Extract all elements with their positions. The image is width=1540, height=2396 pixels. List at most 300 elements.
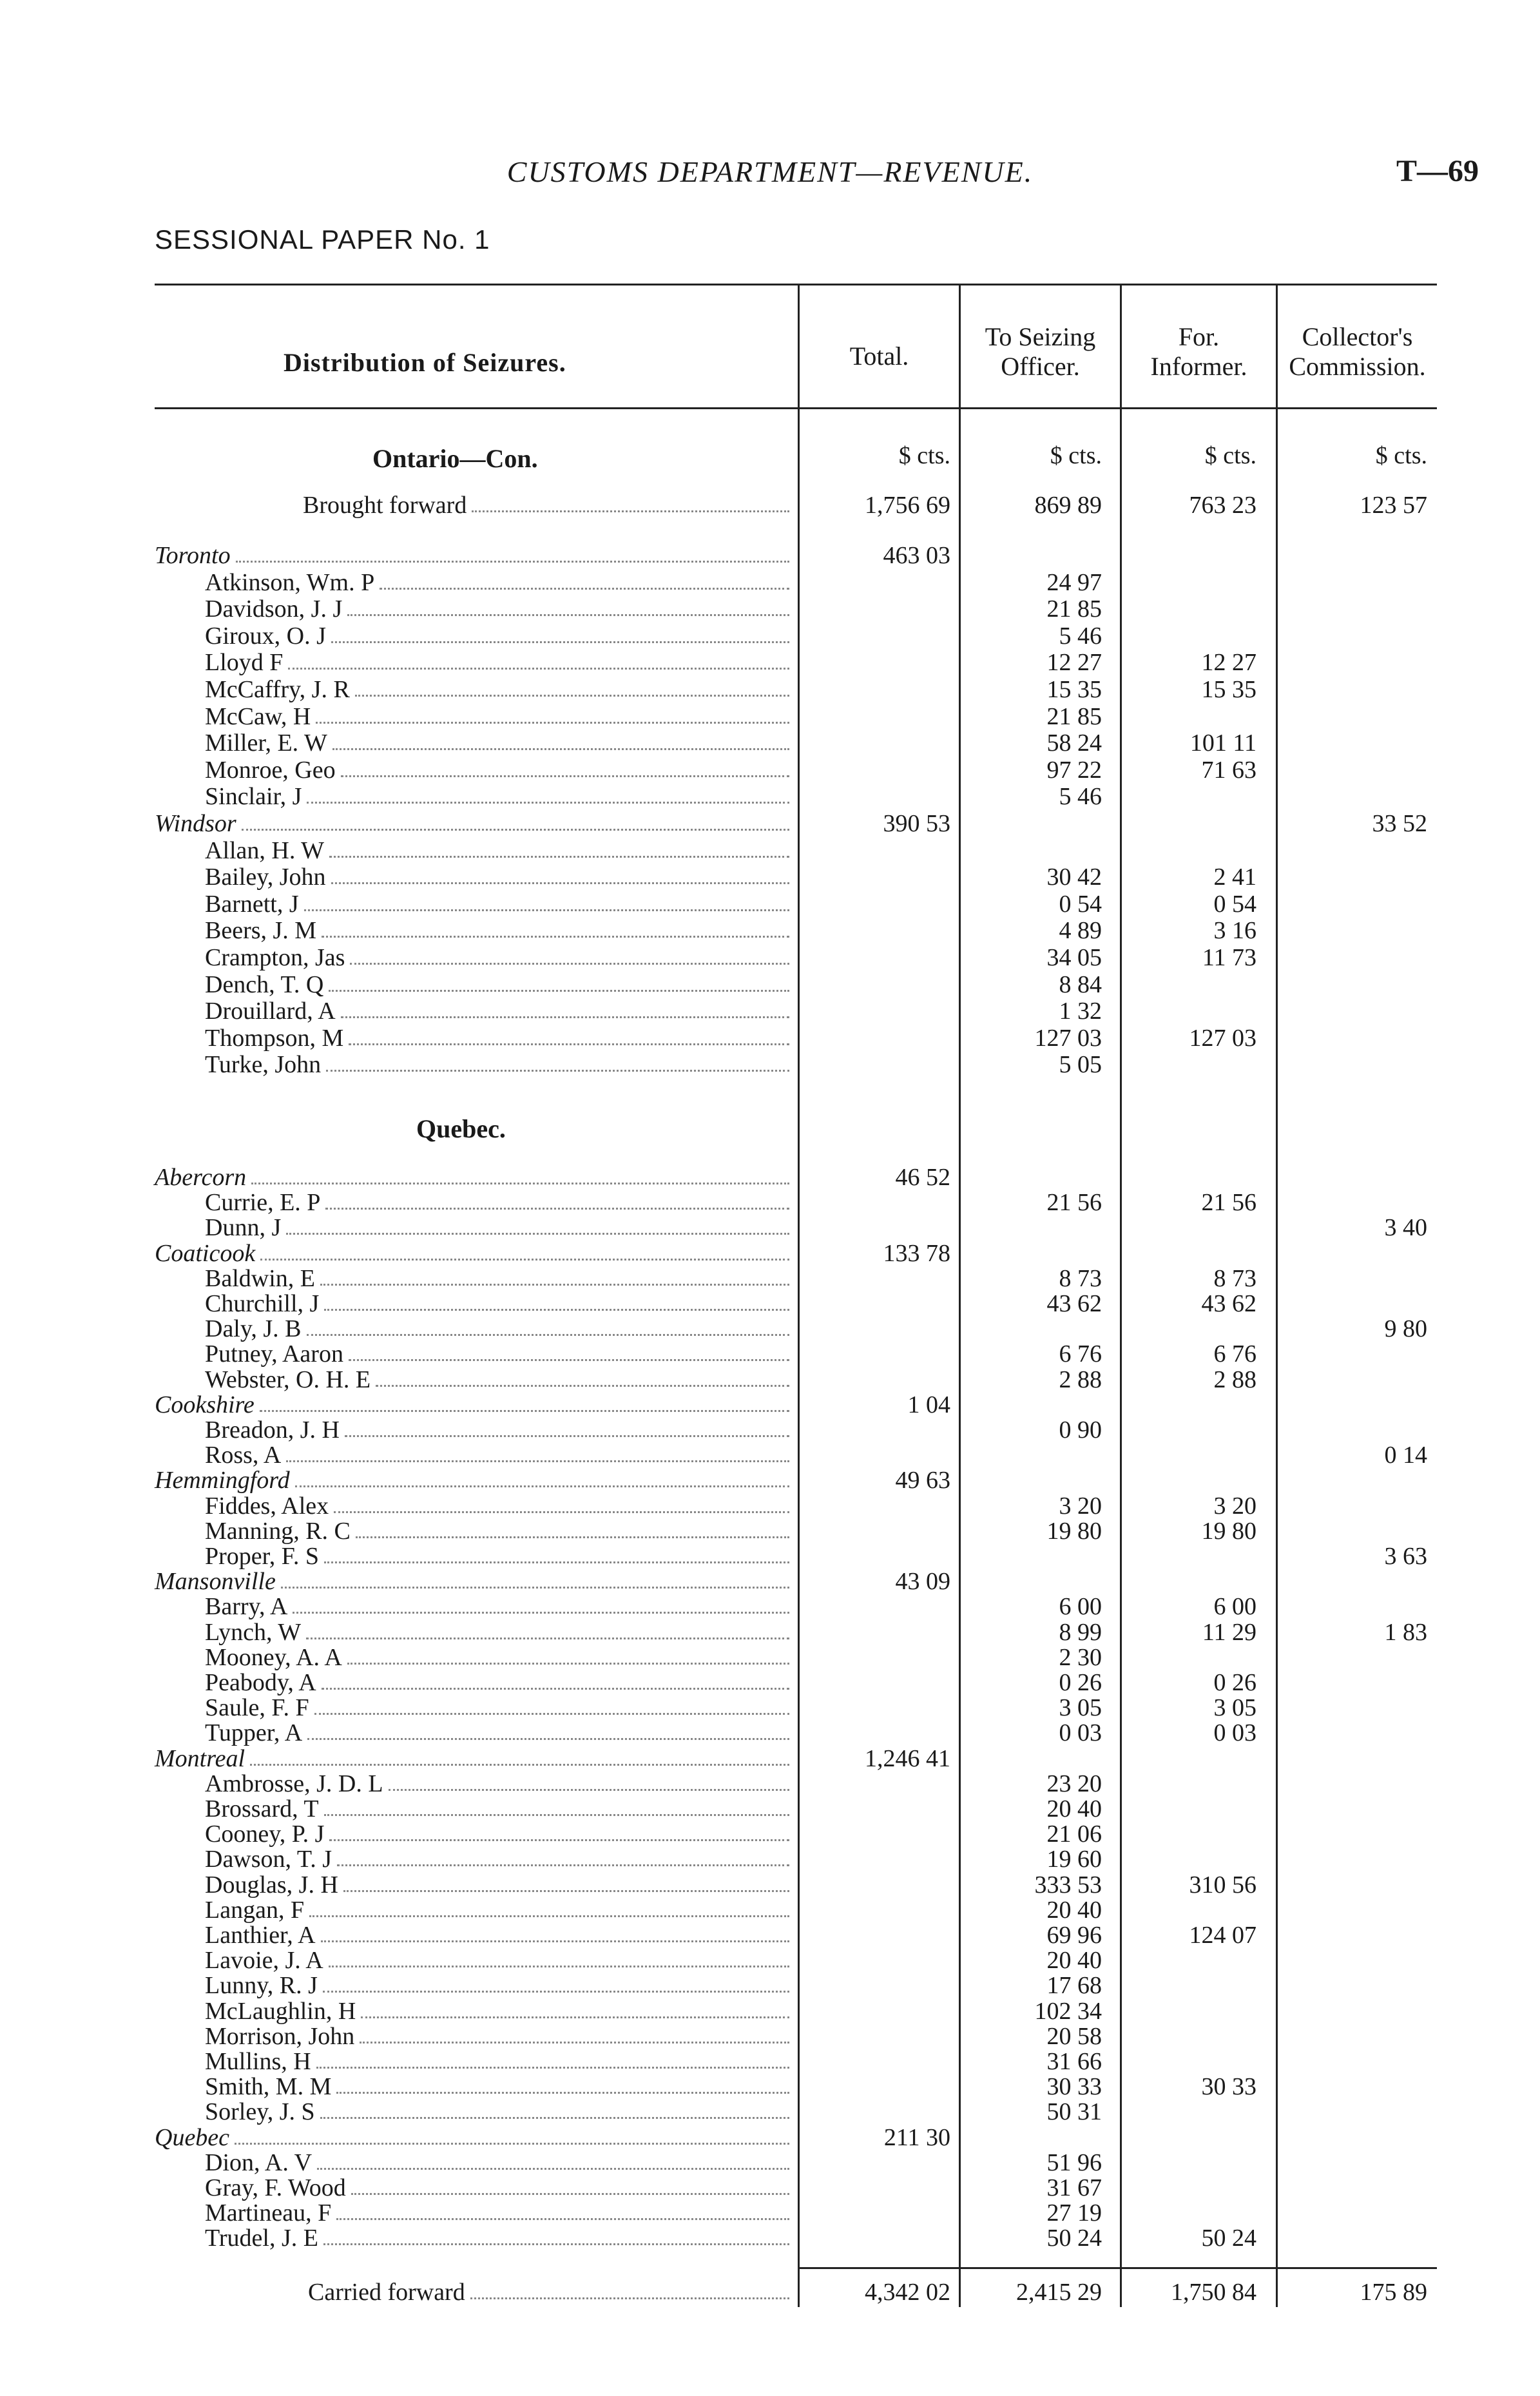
- seizing-person-name: Baldwin, E: [205, 1264, 315, 1292]
- brought-forward-total: 1,756 69: [865, 492, 950, 519]
- page-number: T—69: [1396, 154, 1479, 188]
- row-total: 43 09: [895, 1568, 950, 1596]
- row-informer: 101 11: [1189, 729, 1256, 757]
- leader-dots: [242, 829, 789, 831]
- leader-dots: [293, 1612, 789, 1614]
- table-row: [0, 677, 1540, 702]
- row-seizing-officer: 19 60: [1046, 1846, 1102, 1873]
- collector-header-line-1: Collector's: [1302, 322, 1413, 351]
- row-seizing-officer: 1 32: [1059, 998, 1102, 1025]
- leader-dots: [380, 588, 789, 590]
- row-seizing-officer: 21 06: [1046, 1821, 1102, 1848]
- leader-dots: [304, 909, 789, 911]
- unit-informer: $ cts.: [1204, 442, 1256, 469]
- seizing-person-name: Peabody, A: [205, 1669, 316, 1696]
- seizing-person-name: Crampton, Jas: [205, 944, 345, 971]
- seizing-person-name: Dawson, T. J: [205, 1846, 332, 1873]
- leader-dots: [295, 1485, 789, 1487]
- leader-dots: [236, 561, 789, 563]
- carried-forward-label: Carried forward: [308, 2279, 465, 2306]
- port-name: Quebec: [155, 2123, 230, 2151]
- leader-dots: [337, 1864, 789, 1866]
- row-seizing-officer: 58 24: [1046, 729, 1102, 757]
- row-seizing-officer: 17 68: [1046, 1972, 1102, 2000]
- row-seizing-officer: 20 58: [1046, 2022, 1102, 2050]
- seizing-person-name: Tupper, A: [205, 1719, 303, 1747]
- collector-header-line-2: Commission.: [1289, 352, 1426, 381]
- table-row: [0, 1797, 1540, 1822]
- row-seizing-officer: 50 24: [1046, 2225, 1102, 2252]
- row-seizing-officer: 97 22: [1046, 756, 1102, 784]
- leader-dots: [316, 2067, 789, 2069]
- table-row: [0, 1898, 1540, 1923]
- table-row: [0, 2226, 1540, 2251]
- table-row: [0, 2100, 1540, 2125]
- row-seizing-officer: 34 05: [1046, 944, 1102, 971]
- row-seizing-officer: 23 20: [1046, 1770, 1102, 1797]
- leader-dots: [307, 802, 789, 804]
- seizing-header-line-2: Officer.: [1001, 352, 1080, 381]
- table-row: [0, 1026, 1540, 1051]
- row-seizing-officer: 21 85: [1046, 595, 1102, 623]
- row-informer: 6 00: [1213, 1593, 1256, 1621]
- leader-dots: [281, 1587, 789, 1589]
- table-row: [0, 650, 1540, 675]
- table-row: [0, 1645, 1540, 1670]
- row-informer: 2 41: [1213, 864, 1256, 891]
- row-informer: 12 27: [1201, 649, 1256, 677]
- table-row: [0, 945, 1540, 971]
- leader-dots: [329, 1839, 789, 1841]
- seizing-person-name: Currie, E. P: [205, 1189, 321, 1217]
- port-name: Abercorn: [155, 1164, 247, 1191]
- row-seizing-officer: 20 40: [1046, 1795, 1102, 1822]
- table-row: [0, 1241, 1540, 1266]
- row-informer: 30 33: [1201, 2073, 1256, 2101]
- distribution-header: Distribution of Seizures.: [284, 348, 566, 377]
- table-row: [0, 2024, 1540, 2049]
- informer-header-line-2: Informer.: [1150, 352, 1247, 381]
- informer-header-line-1: For.: [1178, 322, 1220, 351]
- leader-dots: [235, 2143, 789, 2145]
- table-row: [0, 1165, 1540, 1190]
- table-row: [0, 570, 1540, 595]
- seizing-person-name: Webster, O. H. E: [205, 1366, 371, 1393]
- seizing-person-name: Lanthier, A: [205, 1922, 316, 1949]
- leader-dots: [356, 1536, 789, 1538]
- leader-dots: [336, 2218, 789, 2220]
- row-seizing-officer: 6 00: [1059, 1593, 1102, 1621]
- carried-forward-collector: 175 89: [1360, 2279, 1427, 2306]
- table-row: [0, 1923, 1540, 1948]
- row-seizing-officer: 0 26: [1059, 1669, 1102, 1696]
- seizing-person-name: Bailey, John: [205, 864, 326, 891]
- table-row: [0, 838, 1540, 864]
- leader-dots: [470, 2297, 789, 2299]
- total-header: Total.: [849, 342, 909, 371]
- leader-dots: [314, 1713, 789, 1715]
- leader-dots: [329, 856, 789, 858]
- leader-dots: [341, 775, 789, 777]
- row-seizing-officer: 3 05: [1059, 1694, 1102, 1722]
- table-row: [0, 1418, 1540, 1443]
- leader-dots: [472, 510, 789, 512]
- seizing-person-name: Barnett, J: [205, 890, 299, 918]
- seizing-person-name: Turke, John: [205, 1051, 322, 1079]
- table-row: [0, 2125, 1540, 2150]
- table-row: [0, 1594, 1540, 1619]
- row-seizing-officer: 20 40: [1046, 1896, 1102, 1924]
- row-seizing-officer: 19 80: [1046, 1517, 1102, 1545]
- leader-dots: [260, 1259, 789, 1261]
- row-informer: 310 56: [1189, 1871, 1256, 1898]
- seizing-person-name: Allan, H. W: [205, 836, 325, 864]
- row-total: 1,246 41: [865, 1744, 950, 1772]
- seizing-person-name: Mooney, A. A: [205, 1643, 342, 1671]
- table-row: [0, 758, 1540, 783]
- seizing-person-name: Lavoie, J. A: [205, 1947, 323, 1975]
- seizing-person-name: Drouillard, A: [205, 998, 336, 1025]
- leader-dots: [320, 1284, 789, 1286]
- seizing-person-name: Ambrosse, J. D. L: [205, 1770, 383, 1797]
- seizing-person-name: Manning, R. C: [205, 1517, 351, 1545]
- row-informer: 71 63: [1201, 756, 1256, 784]
- leader-dots: [260, 1410, 789, 1412]
- table-row: [0, 784, 1540, 809]
- row-total: 133 78: [883, 1239, 950, 1267]
- section-quebec-heading: Quebec.: [416, 1114, 506, 1143]
- seizing-person-name: Putney, Aaron: [205, 1340, 343, 1368]
- row-informer: 124 07: [1189, 1922, 1256, 1949]
- row-seizing-officer: 333 53: [1034, 1871, 1102, 1898]
- seizing-person-name: Saule, F. F: [205, 1694, 309, 1722]
- seizing-person-name: Dench, T. Q: [205, 971, 324, 998]
- seizing-person-name: Martineau, F: [205, 2199, 332, 2227]
- leader-dots: [288, 668, 789, 670]
- table-row: [0, 1847, 1540, 1872]
- port-name: Montreal: [155, 1744, 245, 1772]
- seizing-person-name: McCaw, H: [205, 702, 311, 730]
- row-informer: 3 20: [1213, 1492, 1256, 1520]
- row-collector-commission: 3 63: [1384, 1543, 1427, 1570]
- seizing-person-name: Gray, F. Wood: [205, 2174, 346, 2201]
- brought-forward-label: Brought forward: [303, 492, 467, 519]
- seizing-person-name: Atkinson, Wm. P: [205, 568, 375, 596]
- table-row: [0, 704, 1540, 729]
- table-row: [0, 1670, 1540, 1696]
- seizing-person-name: Beers, J. M: [205, 917, 317, 945]
- table-row: [0, 1746, 1540, 1772]
- seizing-person-name: Breadon, J. H: [205, 1416, 340, 1444]
- leader-dots: [307, 1334, 789, 1336]
- leader-dots: [349, 1359, 789, 1361]
- leader-dots: [286, 1233, 789, 1235]
- row-total: 463 03: [883, 542, 950, 569]
- leader-dots: [316, 722, 789, 724]
- carried-forward-informer: 1,750 84: [1171, 2279, 1256, 2306]
- seizing-person-name: Trudel, J. E: [205, 2225, 318, 2252]
- row-seizing-officer: 30 33: [1046, 2073, 1102, 2101]
- seizing-person-name: Sinclair, J: [205, 783, 302, 811]
- leader-dots: [306, 1638, 789, 1639]
- leader-dots: [286, 1460, 789, 1462]
- row-seizing-officer: 3 20: [1059, 1492, 1102, 1520]
- table-row: [0, 1317, 1540, 1342]
- leader-dots: [251, 1183, 789, 1184]
- row-total: 46 52: [895, 1164, 950, 1191]
- unit-collector: $ cts.: [1375, 442, 1427, 469]
- port-name: Hemmingford: [155, 1467, 290, 1494]
- port-name: Toronto: [155, 542, 231, 569]
- brought-forward-row: [0, 493, 1540, 518]
- brought-forward-informer: 763 23: [1189, 492, 1256, 519]
- leader-dots: [376, 1385, 789, 1387]
- table-row: [0, 1873, 1540, 1898]
- table-row: [0, 1569, 1540, 1594]
- row-collector-commission: 9 80: [1384, 1315, 1427, 1343]
- row-seizing-officer: 15 35: [1046, 676, 1102, 703]
- table-row: [0, 597, 1540, 622]
- seizing-person-name: Giroux, O. J: [205, 622, 326, 650]
- row-informer: 11 73: [1202, 944, 1256, 971]
- row-informer: 2 88: [1213, 1366, 1256, 1393]
- leader-dots: [317, 2168, 789, 2170]
- leader-dots: [326, 1070, 789, 1072]
- row-seizing-officer: 0 90: [1059, 1416, 1102, 1444]
- table-row: [0, 624, 1540, 649]
- leader-dots: [332, 748, 789, 750]
- table-row: [0, 1696, 1540, 1721]
- carried-forward-row: [0, 2280, 1540, 2305]
- leader-dots: [350, 963, 789, 965]
- header-bottom-rule: [155, 407, 1437, 409]
- row-informer: 0 26: [1213, 1669, 1256, 1696]
- leader-dots: [336, 2092, 789, 2094]
- section-ontario-heading: Ontario—Con.: [372, 444, 538, 473]
- table-row: [0, 2176, 1540, 2201]
- row-seizing-officer: 2 88: [1059, 1366, 1102, 1393]
- table-row: [0, 1393, 1540, 1418]
- row-collector-commission: 33 52: [1372, 810, 1427, 837]
- row-seizing-officer: 5 46: [1059, 783, 1102, 811]
- table-row: [0, 2049, 1540, 2074]
- row-total: 390 53: [883, 810, 950, 837]
- brought-forward-collector: 123 57: [1360, 492, 1427, 519]
- table-row: [0, 2150, 1540, 2176]
- row-total: 49 63: [895, 1467, 950, 1494]
- row-informer: 0 03: [1213, 1719, 1256, 1747]
- row-seizing-officer: 5 05: [1059, 1051, 1102, 1079]
- table-row: [0, 1948, 1540, 1973]
- carried-forward-total: 4,342 02: [865, 2279, 950, 2306]
- leader-dots: [250, 1764, 789, 1766]
- row-informer: 15 35: [1201, 676, 1256, 703]
- seizing-person-name: Davidson, J. J: [205, 595, 343, 623]
- row-informer: 127 03: [1189, 1024, 1256, 1052]
- row-informer: 43 62: [1201, 1290, 1256, 1317]
- row-informer: 50 24: [1201, 2225, 1256, 2252]
- leader-dots: [324, 1561, 789, 1563]
- leader-dots: [321, 1940, 789, 1942]
- row-seizing-officer: 21 85: [1046, 702, 1102, 730]
- table-row: [0, 1620, 1540, 1645]
- seizing-person-name: Sorley, J. S: [205, 2098, 315, 2126]
- leader-dots: [323, 2243, 789, 2245]
- table-row: [0, 1215, 1540, 1241]
- table-row: [0, 999, 1540, 1024]
- leader-dots: [360, 2042, 789, 2043]
- port-name: Windsor: [155, 810, 236, 837]
- table-row: [0, 1999, 1540, 2024]
- table-row: [0, 1494, 1540, 1519]
- leader-dots: [323, 1991, 789, 1993]
- seizing-person-name: Lunny, R. J: [205, 1972, 318, 2000]
- footer-top-rule: [799, 2267, 1437, 2269]
- table-row: [0, 731, 1540, 756]
- brought-forward-seizing: 869 89: [1034, 492, 1102, 519]
- seizing-person-name: Churchill, J: [205, 1290, 320, 1317]
- table-row: [0, 1544, 1540, 1569]
- table-row: [0, 892, 1540, 917]
- table-row: [0, 1721, 1540, 1746]
- seizing-person-name: Ross, A: [205, 1442, 282, 1469]
- leader-dots: [331, 882, 789, 884]
- seizing-person-name: Smith, M. M: [205, 2073, 332, 2101]
- seizing-person-name: Thompson, M: [205, 1024, 344, 1052]
- seizing-header-line-1: To Seizing: [985, 322, 1096, 351]
- seizing-person-name: Barry, A: [205, 1593, 288, 1621]
- row-seizing-officer: 69 96: [1046, 1922, 1102, 1949]
- leader-dots: [324, 1309, 789, 1311]
- carried-forward-seizing: 2,415 29: [1016, 2279, 1102, 2306]
- table-row: [0, 1443, 1540, 1468]
- leader-dots: [309, 1915, 789, 1917]
- seizing-person-name: Proper, F. S: [205, 1543, 320, 1570]
- row-seizing-officer: 4 89: [1059, 917, 1102, 945]
- table-row: [0, 2201, 1540, 2226]
- row-seizing-officer: 20 40: [1046, 1947, 1102, 1975]
- table-row: [0, 1973, 1540, 1998]
- informer-header: [1122, 322, 1276, 382]
- leader-dots: [325, 1208, 789, 1210]
- row-total: 1 04: [907, 1391, 950, 1418]
- collector-header: [1278, 322, 1437, 382]
- table-row: [0, 1468, 1540, 1493]
- row-seizing-officer: 8 84: [1059, 971, 1102, 998]
- row-seizing-officer: 127 03: [1034, 1024, 1102, 1052]
- table-row: [0, 1822, 1540, 1847]
- leader-dots: [329, 1966, 789, 1967]
- table-row: [0, 1367, 1540, 1393]
- leader-dots: [389, 1789, 789, 1791]
- seizing-person-name: Monroe, Geo: [205, 756, 336, 784]
- row-informer: 19 80: [1201, 1517, 1256, 1545]
- seizing-person-name: Miller, E. W: [205, 729, 327, 757]
- seizing-person-name: Mullins, H: [205, 2048, 311, 2075]
- table-row: [0, 1519, 1540, 1544]
- leader-dots: [307, 1738, 789, 1740]
- seizing-person-name: Lynch, W: [205, 1618, 302, 1646]
- leader-dots: [331, 641, 789, 643]
- row-informer: 3 16: [1213, 917, 1256, 945]
- row-informer: 8 73: [1213, 1264, 1256, 1292]
- row-seizing-officer: 43 62: [1046, 1290, 1102, 1317]
- table-row: [0, 1266, 1540, 1291]
- row-seizing-officer: 31 67: [1046, 2174, 1102, 2201]
- row-informer: 21 56: [1201, 1189, 1256, 1217]
- table-row: [0, 918, 1540, 943]
- row-total: 211 30: [883, 2123, 950, 2151]
- unit-total: $ cts.: [898, 442, 950, 469]
- row-seizing-officer: 0 03: [1059, 1719, 1102, 1747]
- row-seizing-officer: 50 31: [1046, 2098, 1102, 2126]
- port-name: Coaticook: [155, 1239, 256, 1267]
- seizing-person-name: Morrison, John: [205, 2022, 355, 2050]
- row-seizing-officer: 12 27: [1046, 649, 1102, 677]
- seizing-person-name: Cooney, P. J: [205, 1821, 325, 1848]
- leader-dots: [320, 2117, 789, 2119]
- row-seizing-officer: 2 30: [1059, 1643, 1102, 1671]
- leader-dots: [341, 1016, 789, 1018]
- table-row: [0, 865, 1540, 890]
- leader-dots: [324, 1814, 789, 1816]
- row-collector-commission: 3 40: [1384, 1214, 1427, 1242]
- row-informer: 3 05: [1213, 1694, 1256, 1722]
- seizing-person-name: Fiddes, Alex: [205, 1492, 329, 1520]
- leader-dots: [351, 2193, 789, 2195]
- row-seizing-officer: 21 56: [1046, 1189, 1102, 1217]
- row-seizing-officer: 6 76: [1059, 1340, 1102, 1368]
- leader-dots: [347, 1663, 789, 1665]
- row-seizing-officer: 8 73: [1059, 1264, 1102, 1292]
- leader-dots: [345, 1435, 789, 1437]
- row-seizing-officer: 0 54: [1059, 890, 1102, 918]
- row-seizing-officer: 51 96: [1046, 2149, 1102, 2176]
- leader-dots: [343, 1890, 789, 1892]
- row-collector-commission: 0 14: [1384, 1442, 1427, 1469]
- port-name: Cookshire: [155, 1391, 255, 1418]
- running-title: CUSTOMS DEPARTMENT—REVENUE.: [506, 155, 1034, 188]
- leader-dots: [322, 936, 789, 938]
- seizing-person-name: Daly, J. B: [205, 1315, 302, 1343]
- leader-dots: [349, 1043, 789, 1045]
- table-row: [0, 1291, 1540, 1317]
- table-top-rule: [155, 284, 1437, 285]
- port-name: Mansonville: [155, 1568, 276, 1596]
- seizing-person-name: Brossard, T: [205, 1795, 319, 1822]
- seizing-person-name: Dion, A. V: [205, 2149, 313, 2176]
- seizing-person-name: McCaffry, J. R: [205, 676, 350, 703]
- leader-dots: [361, 2016, 789, 2018]
- table-row: [0, 811, 1540, 836]
- leader-dots: [329, 990, 789, 992]
- table-row: [0, 972, 1540, 998]
- unit-seizing: $ cts.: [1050, 442, 1102, 469]
- sessional-paper-label: SESSIONAL PAPER No. 1: [155, 224, 490, 255]
- table-row: [0, 1190, 1540, 1215]
- row-informer: 6 76: [1213, 1340, 1256, 1368]
- row-seizing-officer: 8 99: [1059, 1618, 1102, 1646]
- table-row: [0, 2074, 1540, 2100]
- leader-dots: [355, 695, 789, 697]
- seizing-person-name: Dunn, J: [205, 1214, 282, 1242]
- row-seizing-officer: 30 42: [1046, 864, 1102, 891]
- leader-dots: [334, 1511, 789, 1513]
- leader-dots: [322, 1688, 789, 1690]
- row-informer: 11 29: [1202, 1618, 1256, 1646]
- seizing-officer-header: [961, 322, 1120, 382]
- row-seizing-officer: 5 46: [1059, 622, 1102, 650]
